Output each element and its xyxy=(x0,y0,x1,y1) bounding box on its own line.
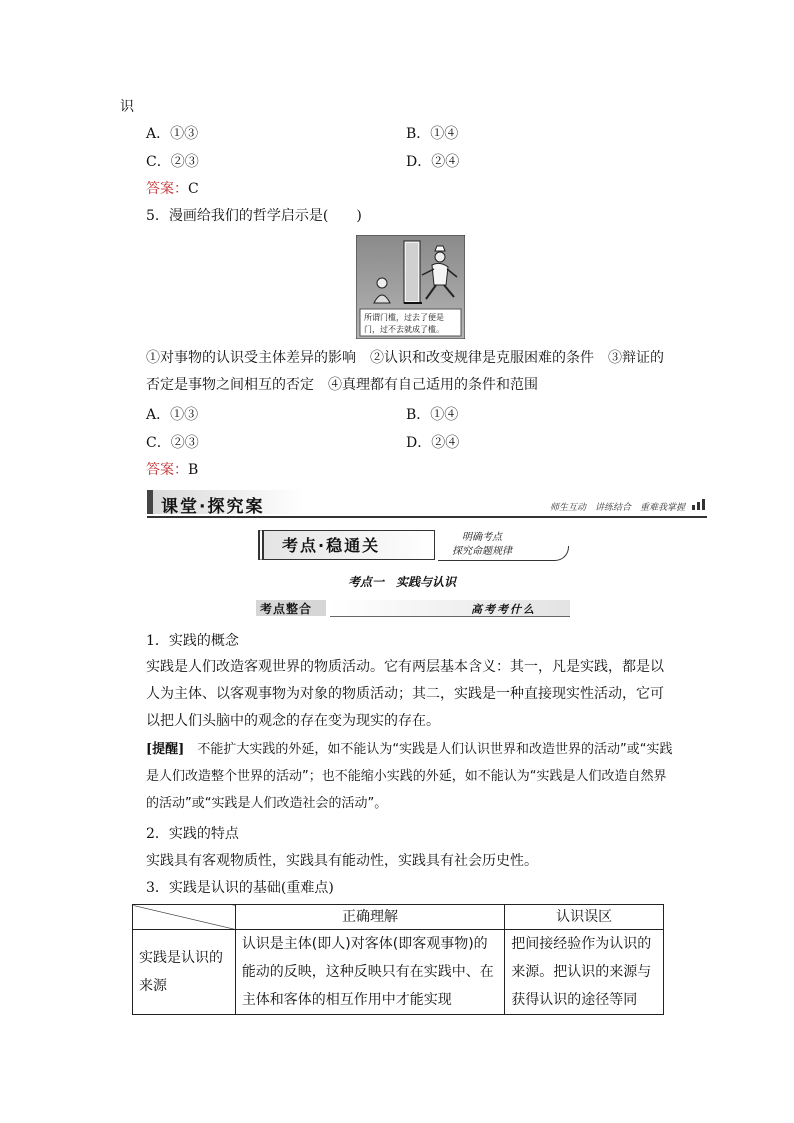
sec3-heading: 3．实践是认识的基础(重难点) xyxy=(146,880,334,896)
table-cell-correct: 认识是主体(即人)对客体(即客观事物)的能动的反映，这种反映只有在实践中、在主体和客体的相互作用中才能实现 xyxy=(235,930,504,1015)
bar-chart-icon xyxy=(691,498,707,510)
kaodian-header xyxy=(258,530,568,562)
kaodian-sub-1: 明确考点 xyxy=(462,532,502,543)
cartoon-image xyxy=(356,235,465,339)
q4-option-d: D．②④ xyxy=(406,154,460,170)
section-banner xyxy=(147,490,707,518)
banner-rule xyxy=(147,516,707,518)
table-cell-misconception: 把间接经验作为认识的来源。把认识的来源与获得认识的途径等同 xyxy=(505,930,664,1015)
table-row xyxy=(133,930,664,1015)
q4-tail: 识 xyxy=(120,99,134,115)
banner-slogan: 师生互动 讲练结合 重难我掌握 xyxy=(549,503,685,513)
kaodian-sub-2: 探究命题规律 xyxy=(452,546,512,557)
q5-option-d: D．②④ xyxy=(406,435,460,451)
q4-option-a: A．①③ xyxy=(146,126,199,142)
q4-answer xyxy=(146,178,199,198)
table-header-correct: 正确理解 xyxy=(235,905,504,930)
sec1-body: 实践是人们改造客观世界的物质活动。它有两层基本含义：其一，凡是实践，都是以人为主体、以客观事物为对象的物质活动；其二，实践是一种直接现实性活动，它可以把人们头脑中的观念的存在变为现实的存在。 xyxy=(146,659,664,729)
sec1-heading: 1．实践的概念 xyxy=(146,633,239,649)
table-corner-cell xyxy=(133,905,236,930)
sec2-heading: 2．实践的特点 xyxy=(146,826,239,842)
kaodian-subtitle xyxy=(452,531,512,559)
q5-answer-value: B xyxy=(188,462,199,478)
kaodian-title: 考点·稳通关 xyxy=(282,536,381,555)
banner-title: 课堂·探究案 xyxy=(161,497,265,517)
q5-option-c: C．②③ xyxy=(146,435,199,451)
table-header-row xyxy=(133,905,664,930)
tip-tag: [提醒] xyxy=(146,742,185,757)
table-header-misconception: 认识误区 xyxy=(505,905,664,930)
q4-answer-value: C xyxy=(188,181,199,197)
zhenghe-bar xyxy=(256,600,570,618)
q5-option-a: A．①③ xyxy=(146,407,199,423)
sec2-body: 实践具有客观物质性，实践具有能动性，实践具有社会历史性。 xyxy=(146,853,538,869)
q5-statements: ①对事物的认识受主体差异的影响 ②认识和改变规律是克服困难的条件 ③辩证的否定是事物之间相互的否定 ④真理都有自己适用的条件和范围 xyxy=(146,350,664,393)
q5-answer-label: 答案： xyxy=(146,462,188,478)
sec1-tip xyxy=(146,736,676,817)
zhenghe-right-label: 高考考什么 xyxy=(471,603,536,616)
q5-answer xyxy=(146,459,198,479)
table-row-label: 实践是认识的来源 xyxy=(133,930,236,1015)
kaodian-heading: 考点一 实践与认识 xyxy=(348,575,457,589)
q4-option-b: B．①④ xyxy=(406,126,459,142)
q5-option-b: B．①④ xyxy=(406,407,459,423)
comparison-table xyxy=(132,904,664,1015)
cartoon-drawing xyxy=(356,235,465,339)
q4-option-c: C．②③ xyxy=(146,154,199,170)
tip-text: 不能扩大实践的外延，如不能认为“实践是人们认识世界和改造世界的活动”或“实践是人们改造整个世界的活动”；也不能缩小实践的外延，如不能认为“实践是人们改造自然界的活动”或“实践是人们改造社会的活动”。 xyxy=(146,742,673,811)
q4-answer-label: 答案： xyxy=(146,181,188,197)
q5-stem: 5．漫画给我们的哲学启示是( ) xyxy=(146,208,362,224)
cartoon-caption-2: 门，过不去就成了槛。 xyxy=(364,325,444,334)
cartoon-caption-1: 所谓门槛，过去了便是 xyxy=(364,313,444,322)
zhenghe-left-label: 考点整合 xyxy=(260,602,313,616)
